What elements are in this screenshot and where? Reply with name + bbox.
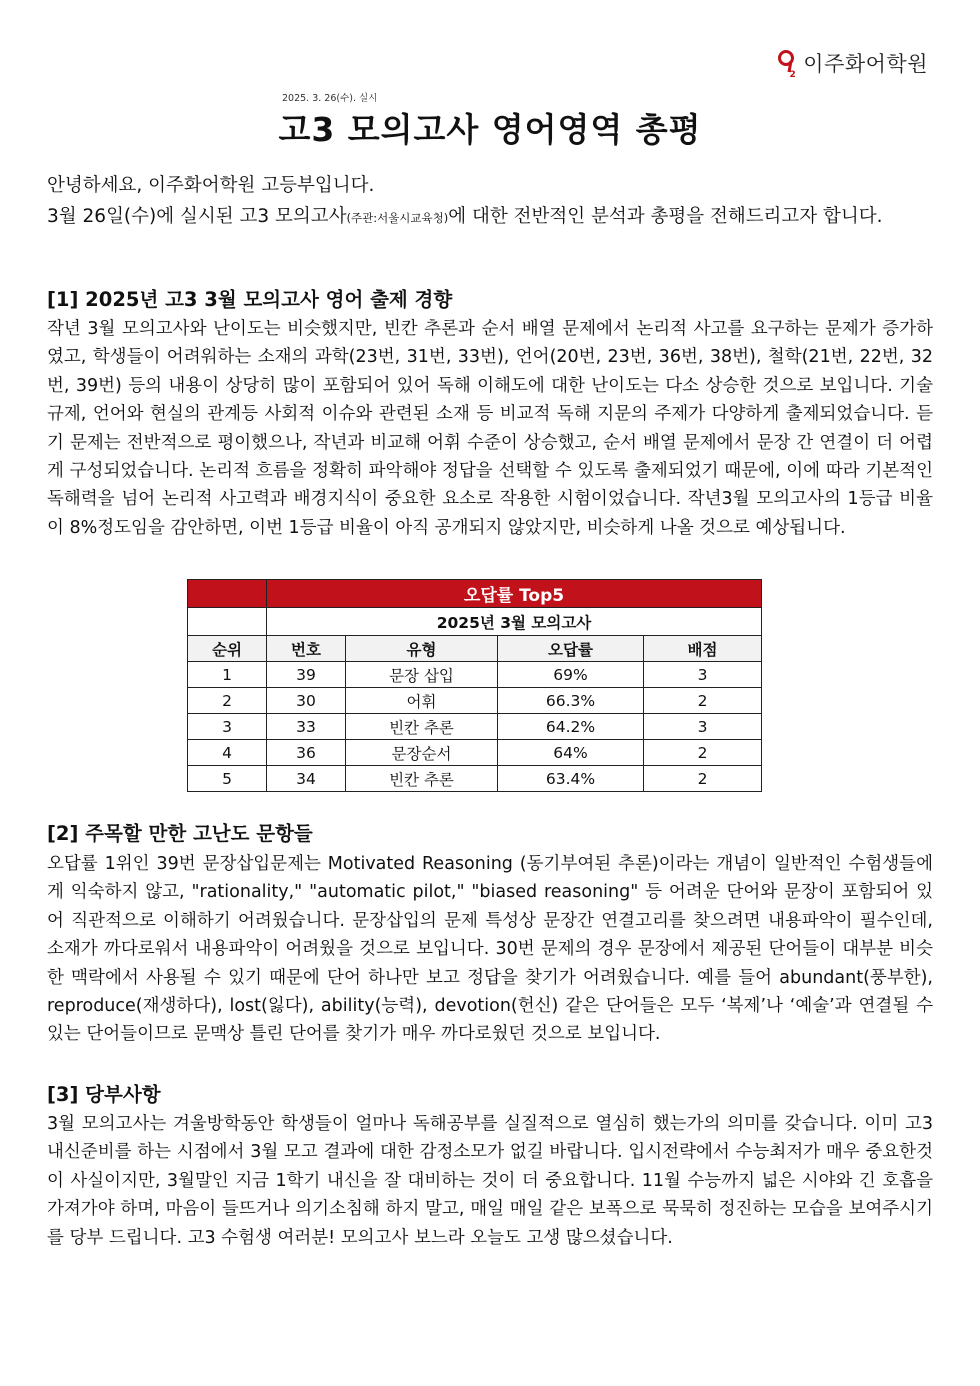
table-row bbox=[188, 662, 762, 688]
table-cell: 36 bbox=[267, 740, 346, 766]
table-cell: 34 bbox=[267, 766, 346, 792]
table-title: 오답률 Top5 bbox=[267, 580, 762, 608]
academy-logo-icon bbox=[777, 48, 799, 78]
table-cell: 39 bbox=[267, 662, 346, 688]
wrong-answer-table bbox=[187, 579, 762, 792]
section2-title: [2] 주목할 만한 고난도 문항들 bbox=[47, 822, 313, 845]
table-cell: 2 bbox=[644, 766, 762, 792]
intro-text-b: 에 대한 전반적인 분석과 총평을 전해드리고자 합니다. bbox=[448, 206, 883, 227]
table-cell: 3 bbox=[188, 714, 267, 740]
table-cell: 4 bbox=[188, 740, 267, 766]
table-subtitle-row bbox=[188, 608, 762, 636]
table-corner-cell bbox=[188, 580, 267, 608]
table-header: 배점 bbox=[644, 636, 762, 662]
section1-title: [1] 2025년 고3 3월 모의고사 영어 출제 경향 bbox=[47, 288, 453, 311]
table-cell: 2 bbox=[188, 688, 267, 714]
academy-logo bbox=[777, 48, 928, 78]
intro-description bbox=[47, 201, 933, 234]
section2-body: 오답률 1위인 39번 문장삽입문제는 Motivated Reasoning (동기부여된 추론)이라는 개념이 일반적인 수험생들에게 익숙하지 않고, "rationality," "automatic pilot," "biased reasoning" 등 어려운 단어와 문장이 포함되어 있어 직관적으로 이해하기 어려웠습니다. 문장삽입의 문제 특성상 문장간 연결고리를 찾으려면 내용파악이 필수인데, 소재가 까다로워서 내용파악이 어려웠을 것으로 보입니다. 30번 문제의 경우 문장에서 제공된 단어들이 대부분 비슷한 맥락에서 사용될 수 있기 때문에 단어 하나만 보고 정답을 찾기가 어려웠습니다. 예를 들어 abundant(풍부한), reproduce(재생하다), lost(잃다), ability(능력), devotion(헌신) 같은 단어들은 모두 ‘복제’나 ‘예술’과 연결될 수 있는 단어들이므로 문맥상 틀린 단어를 찾기가 매우 까다로웠던 것으로 보입니다. bbox=[47, 854, 933, 1045]
table-empty-cell bbox=[188, 608, 267, 636]
section3-title: [3] 당부사항 bbox=[47, 1083, 161, 1106]
table-header-row bbox=[188, 636, 762, 662]
table-header: 번호 bbox=[267, 636, 346, 662]
table-cell: 빈칸 추론 bbox=[346, 714, 498, 740]
table-cell: 3 bbox=[644, 662, 762, 688]
table-row bbox=[188, 766, 762, 792]
page-title: 고3 모의고사 영어영역 총평 bbox=[278, 110, 702, 149]
table-cell: 문장 삽입 bbox=[346, 662, 498, 688]
table-header: 순위 bbox=[188, 636, 267, 662]
section1-body: 작년 3월 모의고사와 난이도는 비슷했지만, 빈칸 추론과 순서 배열 문제에서 논리적 사고를 요구하는 문제가 증가하였고, 학생들이 어려워하는 소재의 과학(23번, 31번, 33번), 언어(20번, 23번, 36번, 38번), 철학(21번, 22번, 32번, 39번) 등의 내용이 상당히 많이 포함되어 있어 독해 이해도에 대한 난이도는 다소 상승한 것으로 보입니다. 기술규제, 언어와 현실의 관계등 사회적 이슈와 관련된 소재 등 비교적 독해 지문의 주제가 다양하게 출제되었습니다. 듣기 문제는 전반적으로 평이했으나, 작년과 비교해 어휘 수준이 상승했고, 순서 배열 문제에서 문장 간 연결이 더 어렵게 구성되었습니다. 논리적 흐름을 정확히 파악해야 정답을 선택할 수 있도록 출제되었기 때문에, 이에 따라 기본적인 독해력을 넘어 논리적 사고력과 배경지식이 중요한 요소로 작용한 시험이었습니다. 작년3월 모의고사의 1등급 비율이 8%정도임을 감안하면, 이번 1등급 비율이 아직 공개되지 않았지만, 비슷하게 나올 것으로 예상됩니다. bbox=[47, 319, 933, 538]
table-row bbox=[188, 714, 762, 740]
table-cell: 빈칸 추론 bbox=[346, 766, 498, 792]
table-header: 유형 bbox=[346, 636, 498, 662]
exam-date: 2025. 3. 26(수). 실시 bbox=[282, 93, 378, 104]
table-cell: 3 bbox=[644, 714, 762, 740]
table-subtitle: 2025년 3월 모의고사 bbox=[267, 608, 762, 636]
table-cell: 2 bbox=[644, 740, 762, 766]
intro-organizer: (주관:서울시교육청) bbox=[346, 211, 449, 225]
table-cell: 2 bbox=[644, 688, 762, 714]
table-cell: 66.3% bbox=[498, 688, 644, 714]
table-cell: 30 bbox=[267, 688, 346, 714]
table-cell: 69% bbox=[498, 662, 644, 688]
academy-name: 이주화어학원 bbox=[803, 52, 928, 76]
table-cell: 64% bbox=[498, 740, 644, 766]
table-row bbox=[188, 740, 762, 766]
table-cell: 64.2% bbox=[498, 714, 644, 740]
table-header: 오답률 bbox=[498, 636, 644, 662]
table-cell: 어휘 bbox=[346, 688, 498, 714]
table-title-row bbox=[188, 580, 762, 608]
section3-body: 3월 모의고사는 겨울방학동안 학생들이 얼마나 독해공부를 실질적으로 열심히 했는가의 의미를 갖습니다. 이미 고3 내신준비를 하는 시점에서 3월 모고 결과에 대한 감정소모가 없길 바랍니다. 입시전략에서 수능최저가 매우 중요한것이 사실이지만, 3월말인 지금 1학기 내신을 잘 대비하는 것이 더 중요합니다. 11월 수능까지 넓은 시야와 긴 호흡을 가져가야 하며, 마음이 들뜨거나 의기소침해 하지 말고, 매일 매일 같은 보폭으로 묵묵히 정진하는 모습을 보여주시기를 당부 드립니다. 고3 수험생 여러분! 모의고사 보느라 오늘도 고생 많으셨습니다. bbox=[47, 1114, 933, 1248]
intro bbox=[47, 170, 933, 234]
table-cell: 33 bbox=[267, 714, 346, 740]
table-cell: 5 bbox=[188, 766, 267, 792]
table-row bbox=[188, 688, 762, 714]
table-cell: 63.4% bbox=[498, 766, 644, 792]
table-cell: 1 bbox=[188, 662, 267, 688]
intro-greeting: 안녕하세요, 이주화어학원 고등부입니다. bbox=[47, 175, 375, 196]
table-cell: 문장순서 bbox=[346, 740, 498, 766]
svg-text:2: 2 bbox=[789, 70, 797, 78]
intro-text-a: 3월 26일(수)에 실시된 고3 모의고사 bbox=[47, 206, 347, 227]
